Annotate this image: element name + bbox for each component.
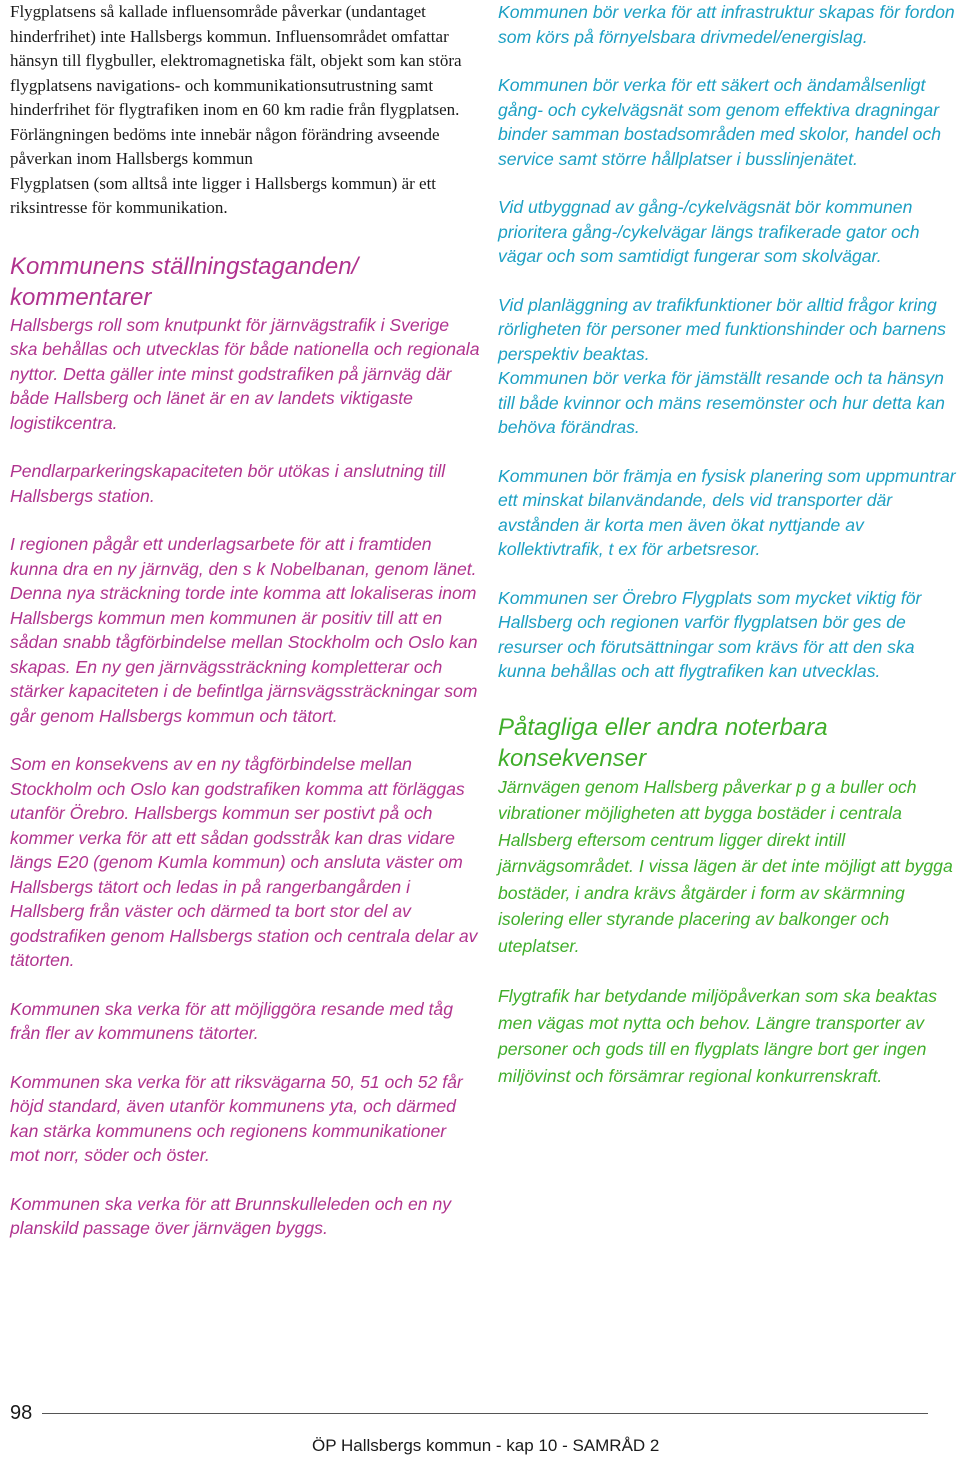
right-column	[498, 0, 958, 1089]
statement-paragraph: Vid planläggning av trafikfunktioner bör alltid frågor kring rörligheten för personer med funktionshinder och barnens perspektiv beaktas.	[498, 294, 946, 364]
section-heading-line: kommentarer	[10, 283, 152, 311]
consequences-heading-line: Påtagliga eller andra noterbara	[498, 713, 828, 741]
intro-paragraph: Flygplatsens så kallade influensområde påverkar (undantaget hinderfrihet) inte Hallsbergs kommun. Influensområdet omfattar hänsyn till flygbuller, elektromagnetiska fält, objekt som kan störa flygplatsens navigations- och kommunikationsutrustning samt hinderfrihet för flygtrafiken inom en 60 km radie från flygplatsen. Förlängningen bedöms inte innebär någon förändring avseende påverkan inom Hallsbergs kommun	[10, 2, 462, 168]
consequence-paragraph: Flygtrafik har betydande miljöpåverkan som ska beaktas men vägas mot nytta och behov. Längre transporter av personer och gods till en flygplats längre bort ger ingen miljövinst och försämrar regional konkurrenskraft.	[498, 986, 938, 1086]
consequences-heading	[498, 712, 958, 774]
statement-paragraph: Kommunen bör verka för att infrastruktur skapas för fordon som körs på förnyelsbara drivmedel/energislag.	[498, 2, 955, 47]
page-number: 98	[10, 1402, 33, 1424]
left-column	[10, 0, 480, 1241]
statement-paragraph: Kommunen bör verka för ett säkert och ändamålsenligt gång- och cykelvägsnät som genom effektiva dragningar binder samman bostadsområden med skolor, handel och service samt större hållplatser i busslinjenätet.	[498, 75, 942, 169]
statement-paragraph: Kommunen ser Örebro Flygplats som mycket viktig för Hallsberg och regionen varför flygplatsen bör ges de resurser och förutsättningar som krävs för att den ska kunna behållas och att flygtrafiken kan utvecklas.	[498, 587, 922, 681]
statement-paragraph: Hallsbergs roll som knutpunkt för järnvägstrafik i Sverige ska behållas och utvecklas för både nationella och regionala nyttor. Detta gäller inte minst godstrafiken på järnväg där både Hallsberg och länet är en av landets viktigaste logistikcentra.	[10, 314, 480, 433]
statement-paragraph: Vid utbyggnad av gång-/cykelvägsnät bör kommunen prioritera gång-/cykelvägar längs trafikerade gator och vägar och som samtidigt fungerar som skolvägar.	[498, 197, 920, 266]
consequences-heading-line: konsekvenser	[498, 744, 647, 772]
statement-paragraph: Kommunen ska verka för att Brunnskulleleden och en ny planskild passage över järnvägen byggs.	[10, 1193, 452, 1238]
section-heading	[10, 251, 480, 313]
statement-paragraph: Kommunen ska verka för att möjliggöra resande med tåg från fler av kommunens tätorter.	[10, 998, 453, 1043]
consequence-paragraph: Järnvägen genom Hallsberg påverkar p g a buller och vibrationer möjligheten att bygga bostäder i centrala Hallsberg eftersom centrum ligger direkt intill järnvägsområdet. I vissa lägen är det inte möjligt att bygga bostäder, i andra krävs åtgärder i form av skärmning isolering eller styrande placering av balkonger och uteplatser.	[498, 776, 953, 956]
statement-paragraph: Kommunen ska verka för att riksvägarna 50, 51 och 52 får höjd standard, även utanför kommunens yta, och därmed kan stärka kommunens och regionens kommunikationer mot norr, söder och öster.	[10, 1071, 463, 1165]
statement-paragraph: Kommunen bör verka för jämställt resande och ta hänsyn till både kvinnor och mäns resemönster och hur detta kan behöva förändras.	[498, 368, 945, 437]
statement-paragraph: Pendlarparkeringskapaciteten bör utökas i anslutning till Hallsbergs station.	[10, 461, 446, 506]
section-heading-line: Kommunens ställningstaganden/	[10, 252, 359, 280]
footer-title: ÖP Hallsbergs kommun - kap 10 - SAMRÅD 2	[312, 1436, 660, 1455]
statement-paragraph: I regionen pågår ett underlagsarbete för att i framtiden kunna dra en ny järnväg, den s k Nobelbanan, genom länet. Denna nya sträckning torde inte komma att lokaliseras inom Hallsbergs kommun men kommunen är positiv till att en sådan snabb tågförbindelse mellan Stockholm och Oslo kan skapas. En ny gen järnvägssträckning kompletterar och stärker kapaciteten i de befintlga järnsvägssträckningar som går genom Hallsbergs kommun och tätort.	[10, 534, 478, 726]
statement-paragraph: Som en konsekvens av en ny tågförbindelse mellan Stockholm och Oslo kan godstrafiken komma att förläggas utanför Örebro. Hallsbergs kommun ser postivt på och kommer verka för att ett sådan godsstråk kan dras vidare längs E20 (genom Kumla kommun) och ansluta väster om Hallsbergs tätort och ledas in på rangerbangården i Hallsberg från väster och därmed ta bort stor del av godstrafiken genom Hallsbergs station och centrala delar av tätorten.	[10, 754, 478, 970]
intro-paragraph: Flygplatsen (som alltså inte ligger i Hallsbergs kommun) är ett riksintresse för kommunikation.	[10, 173, 437, 217]
footer-divider	[42, 1413, 928, 1414]
statement-paragraph: Kommunen bör främja en fysisk planering som uppmuntrar ett minskat bilanvändande, dels vid transporter där avstånden är korta men även ökat nyttjande av kollektivtrafik, t ex för arbetsresor.	[498, 465, 956, 559]
